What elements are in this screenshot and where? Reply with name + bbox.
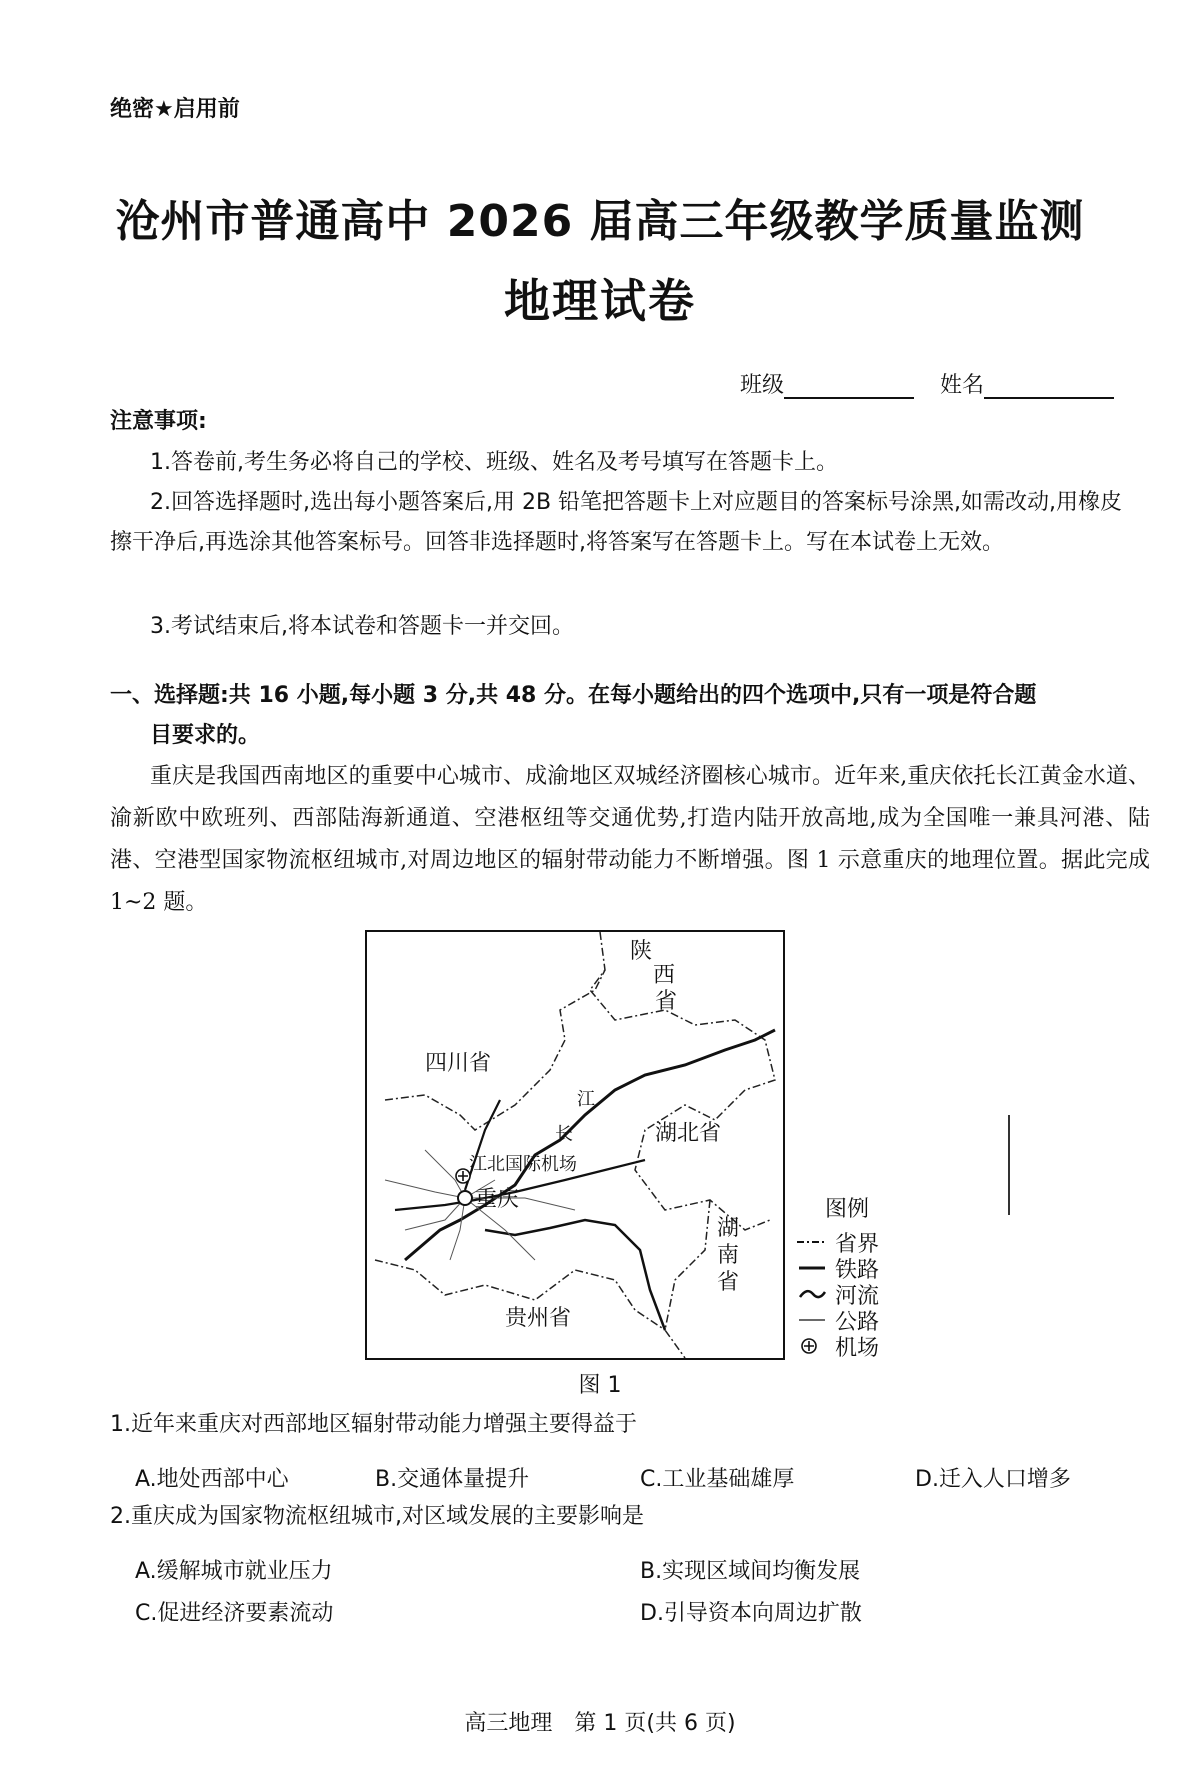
exam-title: 沧州市普通高中 2026 届高三年级教学质量监测 bbox=[115, 196, 1085, 247]
province-border-icon bbox=[795, 1231, 829, 1253]
name-field[interactable] bbox=[940, 368, 1114, 399]
river-label: 长 bbox=[555, 1124, 573, 1145]
hunan-label: 省 bbox=[717, 1270, 740, 1295]
figure-caption: 图 1 bbox=[578, 1373, 622, 1398]
intro-paragraph: 重庆是我国西南地区的重要中心城市、成渝地区双城经济圈核心城市。近年来,重庆依托长江黄金水道、渝新欧中欧班列、西部陆海新通道、空港枢纽等交通优势,打造内陆开放高地,成为全国唯一兼具河港、陆港、空港型国家物流枢纽城市,对周边地区的辐射带动能力不断增强。图 1 示意重庆的地理位置。据此完成 1~2 题。 bbox=[110, 764, 1150, 915]
notice-item-1: 1.答卷前,考生务必将自己的学校、班级、姓名及考号填写在答题卡上。 bbox=[150, 450, 838, 475]
student-info-fields bbox=[740, 368, 1114, 399]
airport-label: 江北国际机场 bbox=[469, 1154, 577, 1175]
legend-label: 省界 bbox=[835, 1231, 880, 1257]
class-field[interactable] bbox=[740, 368, 914, 399]
question-2-option-d[interactable]: D.引导资本向周边扩散 bbox=[640, 1601, 862, 1626]
hunan-label: 南 bbox=[717, 1243, 740, 1268]
notice-heading: 注意事项: bbox=[110, 409, 207, 434]
question-1-option-c[interactable]: C.工业基础雄厚 bbox=[640, 1467, 795, 1492]
section-heading-line2: 目要求的。 bbox=[150, 723, 261, 748]
legend-item bbox=[795, 1229, 879, 1255]
confidential-label: 绝密★启用前 bbox=[110, 97, 240, 122]
subject-title: 地理试卷 bbox=[504, 274, 696, 328]
legend-item bbox=[795, 1333, 879, 1359]
legend-item bbox=[795, 1281, 879, 1307]
question-1-option-d[interactable]: D.迁入人口增多 bbox=[915, 1467, 1071, 1492]
shaanxi-label: 西 bbox=[653, 963, 676, 988]
map-legend bbox=[795, 1192, 879, 1359]
chongqing-city-marker bbox=[458, 1191, 472, 1205]
question-2-option-a[interactable]: A.缓解城市就业压力 bbox=[135, 1559, 333, 1584]
chongqing-location-map bbox=[365, 930, 785, 1360]
question-2-option-c[interactable]: C.促进经济要素流动 bbox=[135, 1601, 334, 1626]
class-blank[interactable] bbox=[784, 375, 914, 399]
river-icon bbox=[795, 1283, 829, 1305]
railway-icon bbox=[795, 1257, 829, 1279]
hubei-label: 湖北省 bbox=[655, 1121, 722, 1146]
legend-label: 公路 bbox=[835, 1309, 880, 1335]
name-blank[interactable] bbox=[984, 375, 1114, 399]
question-2-stem: 2.重庆成为国家物流枢纽城市,对区域发展的主要影响是 bbox=[110, 1504, 644, 1529]
notice-item-2: 2.回答选择题时,选出每小题答案后,用 2B 铅笔把答题卡上对应题目的答案标号涂黑,如需改动,用橡皮擦干净后,再选涂其他答案标号。回答非选择题时,将答案写在答题卡上。写在本试卷上无效。 bbox=[110, 490, 1123, 555]
notice-item-3: 3.考试结束后,将本试卷和答题卡一并交回。 bbox=[150, 614, 574, 639]
legend-label: 河流 bbox=[835, 1283, 880, 1309]
legend-item bbox=[795, 1255, 879, 1281]
class-label: 班级 bbox=[740, 373, 785, 398]
section-heading bbox=[110, 676, 1150, 756]
river-label: 江 bbox=[577, 1089, 595, 1110]
guizhou-label: 贵州省 bbox=[505, 1306, 572, 1331]
question-1-option-a[interactable]: A.地处西部中心 bbox=[135, 1467, 289, 1492]
name-label: 姓名 bbox=[940, 373, 985, 398]
margin-line bbox=[1008, 1115, 1010, 1215]
question-2-option-b[interactable]: B.实现区域间均衡发展 bbox=[640, 1559, 861, 1584]
legend-label: 机场 bbox=[835, 1335, 880, 1361]
question-1-option-b[interactable]: B.交通体量提升 bbox=[375, 1467, 530, 1492]
highway-icon bbox=[795, 1309, 829, 1331]
section-heading-line1: 一、选择题:共 16 小题,每小题 3 分,共 48 分。在每小题给出的四个选项中,只有一项是符合题 bbox=[110, 683, 1037, 708]
page-footer: 高三地理 第 1 页(共 6 页) bbox=[464, 1711, 736, 1736]
legend-title: 图例 bbox=[825, 1197, 870, 1222]
shaanxi-label: 省 bbox=[655, 989, 678, 1014]
question-1-stem: 1.近年来重庆对西部地区辐射带动能力增强主要得益于 bbox=[110, 1412, 637, 1437]
airport-icon bbox=[795, 1335, 829, 1357]
chongqing-label: 重庆 bbox=[475, 1187, 520, 1212]
shaanxi-label: 陕 bbox=[630, 939, 653, 964]
sichuan-label: 四川省 bbox=[425, 1051, 492, 1076]
legend-label: 铁路 bbox=[835, 1257, 880, 1283]
legend-item bbox=[795, 1307, 879, 1333]
hunan-label: 湖 bbox=[717, 1216, 740, 1241]
